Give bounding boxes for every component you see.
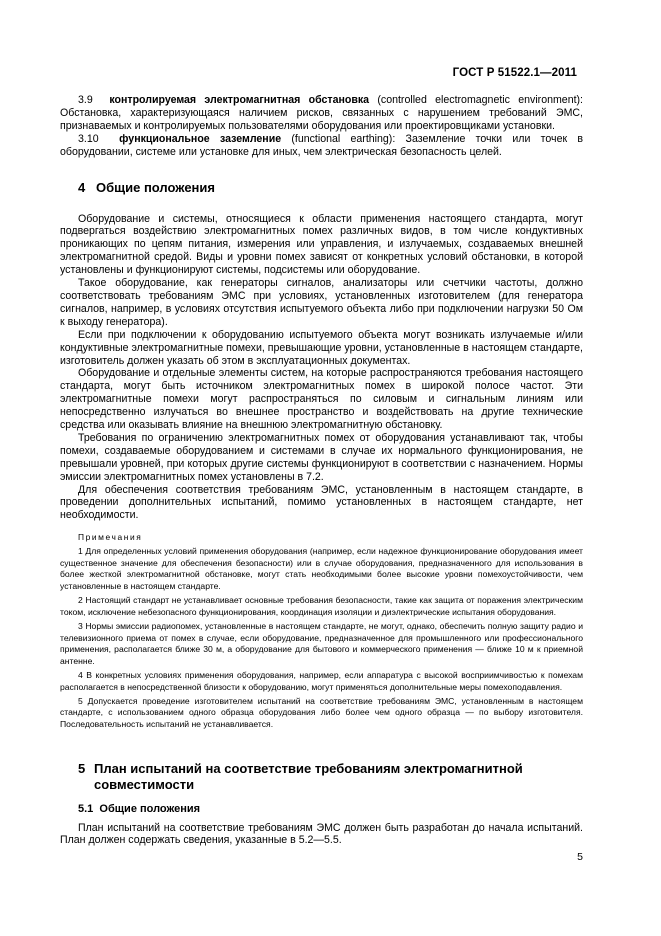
- paragraph: Такое оборудование, как генераторы сигналов, анализаторы или счетчики частоты, должно соответствовать требованиям ЭМС при условиях, установленных изготовителем (для генератора сигналов, например, в условиях отсутствия испытуемого объекта либо при подключении нагрузки 50 Ом к выходу генератора).: [60, 277, 583, 328]
- document-id: ГОСТ Р 51522.1—2011: [452, 67, 577, 79]
- note-1: 1 Для определенных условий применения оборудования (например, если надежное функционирование оборудования имеет существенное значение для обеспечения безопасности) или в случае оборудования, предназначенного для использования в более жесткой электромагнитной обстановке, могут стать необходимыми более высокие уровни помехоустойчивости, чем установленные в настоящем стандарте.: [60, 546, 583, 592]
- section-title: Общие положения: [96, 179, 215, 195]
- paragraph: Требования по ограничению электромагнитных помех от оборудования устанавливают так, чтобы помехи, создаваемые оборудованием и системами в случае их нормального функционирования, не превышали уровней, при которых другие системы функционируют в соответствии с назначением. Нормы эмиссии электромагнитных помех установлены в 7.2.: [60, 431, 583, 483]
- section-number: 4: [78, 179, 86, 195]
- paragraph: Для обеспечения соответствия требованиям ЭМС, установленным в настоящем стандарте, в проведении дополнительных испытаний, помимо установленных в настоящем стандарте, нет необходимости.: [60, 483, 583, 522]
- term-number: 3.10: [78, 132, 99, 145]
- paragraph: Если при подключении к оборудованию испытуемого объекта могут возникать излучаемые и/или кондуктивные электромагнитные помехи, превышающие уровни, установленные в настоящем стандарте, изготовитель должен указать об этом в эксплуатационных документах.: [60, 328, 583, 367]
- term-definition: (functional earthing): Заземление точки или точек в оборудовании, системе или установке для иных, чем электрическая безопасность целей.: [60, 132, 583, 158]
- page-number: 5: [577, 851, 583, 863]
- page-content: [60, 94, 583, 847]
- section-4-heading: [60, 180, 583, 195]
- paragraph: План испытаний на соответствие требованиям ЭМС должен быть разработан до начала испытаний. План должен содержать сведения, указанные в 5.2—5.5.: [60, 821, 583, 847]
- paragraph: Оборудование и отдельные элементы систем, на которые распространяются требования настоящего стандарта, могут быть источником электромагнитных помех в широкой полосе частот. Эти электромагнитные помехи могут распространяться по силовым и сигнальным линиям или непосредственно излучаться во внешнее пространство и воздействовать на другие технические средства или оказывать влияние на внешнюю электромагнитную обстановку.: [60, 367, 583, 432]
- section-title-line1: План испытаний на соответствие требованиям электромагнитной: [94, 760, 523, 776]
- term-definition: (controlled electromagnetic environment): Обстановка, характеризующаяся наличием рисков, связанных с нарушением требований ЭМС, признаваемых и контролируемых пользователями оборудования или проектировщиками установки.: [60, 94, 584, 132]
- term-3-10: [60, 133, 583, 159]
- paragraph: Оборудование и системы, относящиеся к области применения настоящего стандарта, могут подвергаться воздействию электромагнитных помех различных видов, в том числе кондуктивных проникающих по цепям питания, измерения или управления, и излучаемых, создаваемых внешней электромагнитной средой. Виды и уровни помех зависят от конкретных условий обстановки, в которой установлены и функционируют системы, подсистемы или оборудование.: [60, 212, 583, 277]
- subsection-number: 5.1: [78, 802, 94, 815]
- term-title: функциональное заземление: [119, 132, 282, 145]
- note-2: 2 Настоящий стандарт не устанавливает основные требования безопасности, такие как защита от поражения электрическим током, исключение небезопасного функционирования, координация изоляции и диэлектрические испытания оборудования.: [60, 595, 583, 617]
- term-number: 3.9: [78, 94, 93, 106]
- subsection-title: Общие положения: [99, 802, 201, 815]
- note-3: 3 Нормы эмиссии радиопомех, установленные в настоящем стандарте, не могут, однако, обеспечить полную защиту радио и телевизионного приема от помех в случае, если оборудование, предназначенное для промышленного или профессионального применения, располагается ближе 30 м, а оборудование для бытового и коммерческого применения — ближе 10 м к приемной антенне.: [60, 621, 583, 666]
- note-4: 4 В конкретных условиях применения оборудования, например, если аппаратура с высокой восприимчивостью к помехам располагается в непосредственной близости к оборудованию, могут применяться дополнительные меры помехоподавления.: [60, 670, 583, 692]
- term-3-9: [60, 94, 583, 133]
- section-number: 5: [78, 760, 86, 776]
- subsection-5-1-heading: [60, 803, 583, 816]
- term-title: контролируемая электромагнитная обстановка: [109, 94, 370, 106]
- note-5: 5 Допускается проведение изготовителем испытаний на соответствие требованиям ЭМС, установленным в настоящем стандарте, с использованием одного образца оборудования либо более чем одного образца — по выбору изготовителя. Последовательность испытаний не устанавливается.: [60, 695, 583, 729]
- section-title-line2: совместимости: [94, 776, 195, 792]
- section-5-heading: [60, 761, 583, 793]
- notes-title: Примечания: [78, 532, 143, 543]
